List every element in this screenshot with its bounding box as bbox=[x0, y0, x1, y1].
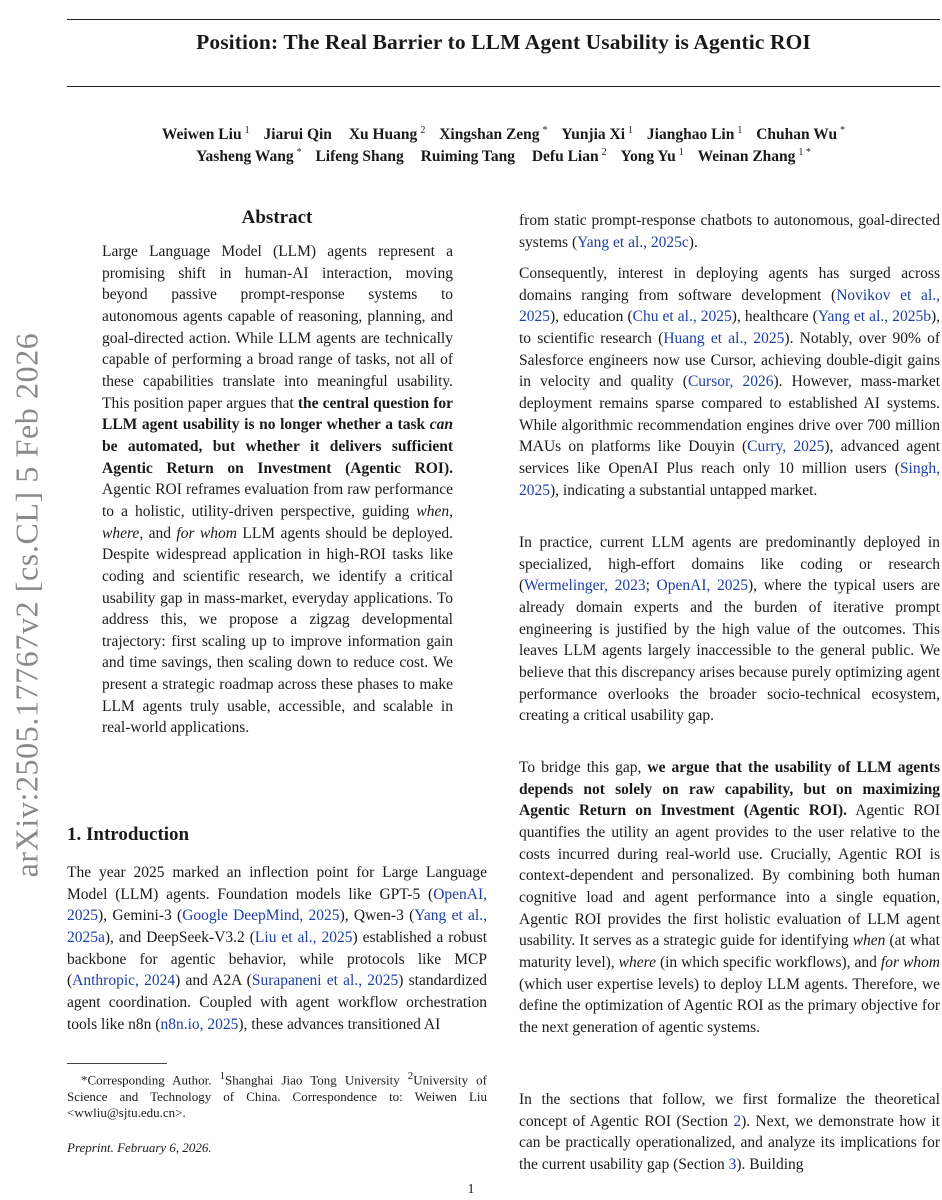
abstract-text: Large Language Model (LLM) agents represent a promising shift in human-AI interaction, moving beyond passive prompt-response systems to autonomous agents capable of reasoning, planning, and goal-directed action. While LLM agents are technically capable of performing a broad range of tasks, not all of these capabilities translate into meaningful usability. This position paper argues that the central question for LLM agent usability is no longer whether a task can be automated, but whether it delivers sufficient Agentic Return on Investment (Agentic ROI). Agentic ROI reframes evaluation from raw performance to a holistic, utility-driven perspective, guiding when, where, and for whom LLM agents should be deployed. Despite widespread application in high-ROI tasks like coding and scientific research, we identify a critical usability gap in mass-market, everyday applications. To address this, we propose a zigzag developmental trajectory: first scaling up to improve information gain and time savings, then scaling down to reduce cost. We present a strategic roadmap across these phases to make LLM agents truly usable, accessible, and scalable in real-world applications. bbox=[102, 243, 454, 737]
citation-link[interactable]: Surapaneni et al., 2025 bbox=[251, 972, 399, 990]
citation-link[interactable]: OpenAI, 2025 bbox=[67, 885, 487, 925]
paper-title: Position: The Real Barrier to LLM Agent Usability is Agentic ROI bbox=[196, 30, 811, 54]
introduction-paragraph: The year 2025 marked an inflection point for Large Language Model (LLM) agents. Foundation models like GPT-5 (OpenAI, 2025), Gemini-3 (Google DeepMind, 2025), Qwen-3 (Yang et al., 2025a), and DeepSeek-V3.2 (Liu et al., 2025) established a robust backbone for agentic behavior, while protocols like MCP (Anthropic, 2024) and A2A (Surapaneni et al., 2025) standardized agent coordination. Coupled with agent workflow orchestration tools like n8n (n8n.io, 2025), these advances transitioned AI bbox=[67, 864, 487, 1033]
author: Weinan Zhang $^{1 *}$ bbox=[697, 147, 811, 166]
author: Weiwen Liu $^1$ bbox=[161, 125, 250, 144]
citation-link[interactable]: Yang et al., 2025b bbox=[817, 308, 931, 326]
abstract-heading: Abstract bbox=[241, 207, 313, 228]
citation-link[interactable]: OpenAI, 2025 bbox=[656, 577, 748, 595]
right-paragraph-0: from static prompt-response chatbots to autonomous, goal-directed systems (Yang et al., 2025c). bbox=[519, 212, 940, 251]
citation-link[interactable]: n8n.io, 2025 bbox=[160, 1015, 239, 1033]
author: Jianghao Lin $^1$ bbox=[646, 125, 743, 144]
footnote-rule bbox=[67, 1063, 167, 1064]
author: Yasheng Wang * bbox=[196, 147, 302, 166]
author: Defu Lian $^2$ bbox=[531, 147, 607, 166]
citation-link[interactable]: Anthropic, 2024 bbox=[72, 972, 176, 990]
section-link[interactable]: 2 bbox=[733, 1112, 742, 1130]
footnote: *Corresponding Author. $^1$Shanghai Jiao Tong University $^2$University of Science and Technology of China. Correspondence to: Weiwen Liu <wwliu@sjtu.edu.cn>. bbox=[67, 1070, 487, 1121]
citation-link[interactable]: Chu et al., 2025 bbox=[632, 308, 732, 326]
right-paragraph-3: To bridge this gap, we argue that the usability of LLM agents depends not solely on raw capability, but on maximizing Agentic Return on Investment (Agentic ROI). Agentic ROI quantifies the utility an agent provides to the user relative to the costs incurred during real-world use. Crucially, Agentic ROI is context-dependent and personalized. By combining both human cognitive load and agent performance into a single equation, Agentic ROI provides the first holistic evaluation of LLM agent usability. It serves as a strategic guide for identifying when (at what maturity level), where (in which specific workflows), and for whom (which user expertise levels) to deploy LLM agents. Therefore, we define the optimization of Agentic ROI as the primary objective for the next generation of agentic systems. bbox=[519, 759, 941, 1036]
citation-link[interactable]: Curry, 2025 bbox=[747, 438, 825, 456]
section-link[interactable]: 3 bbox=[728, 1155, 737, 1173]
citation-link[interactable]: Huang et al., 2025 bbox=[663, 329, 785, 347]
author: Xu Huang $^2$ bbox=[348, 125, 426, 144]
top-rule bbox=[67, 19, 940, 20]
author: Yunjia Xi $^1$ bbox=[561, 125, 634, 144]
author: Ruiming Tang bbox=[420, 148, 515, 166]
preprint-notice: Preprint. February 6, 2026. bbox=[67, 1140, 212, 1155]
citation-link[interactable]: Singh, 2025 bbox=[519, 459, 940, 499]
right-paragraph-2: In practice, current LLM agents are predominantly deployed in specialized, high-effort domains like coding or research (Wermelinger, 2023; OpenAI, 2025), where the typical users are already domain experts and the burden of iterative prompt engineering is justified by the high value of the outcomes. This leaves LLM agents largely inaccessible to the general public. We believe that this discrepancy arises because purely optimizing agent performance overlooks the broader socio-technical ecosystem, creating a critical usability gap. bbox=[519, 534, 940, 725]
author: Xingshan Zeng * bbox=[439, 125, 548, 144]
introduction-heading: 1. Introduction bbox=[67, 824, 190, 845]
right-paragraph-1: Consequently, interest in deploying agents has surged across domains ranging from software development (Novikov et al., 2025), education (Chu et al., 2025), healthcare (Yang et al., 2025b), to scientific research (Huang et al., 2025). Notably, over 90% of Salesforce engineers now use Cursor, achieving double-digit gains in velocity and quality (Cursor, 2026). However, mass-market deployment remains sparse compared to established AI systems. While algorithmic recommendation engines drive over 700 million MAUs on platforms like Douyin (Curry, 2025), advanced agent services like OpenAI Plus reach only 10 million users (Singh, 2025), indicating a substantial untapped market. bbox=[519, 265, 941, 499]
right-paragraph-4: In the sections that follow, we first formalize the theoretical concept of Agentic ROI (Section 2). Next, we demonstrate how it can be practically operationalized, and analyze its implications for the current usability gap (Section 3). Building bbox=[519, 1091, 940, 1173]
citation-link[interactable]: Yang et al., 2025c bbox=[577, 233, 689, 251]
arxiv-identifier[interactable]: arXiv:2505.17767v2 [cs.CL] 5 Feb 2026 bbox=[8, 332, 45, 878]
citation-link[interactable]: Cursor, 2026 bbox=[687, 373, 774, 391]
title-rule bbox=[67, 86, 940, 87]
author: Lifeng Shang bbox=[315, 148, 404, 166]
author: Jiarui Qin bbox=[263, 126, 332, 144]
citation-link[interactable]: Wermelinger, 2023 bbox=[524, 577, 646, 595]
author: Yong Yu $^1$ bbox=[620, 147, 684, 166]
page-number: 1 bbox=[467, 1182, 475, 1197]
author-list-line-2 bbox=[67, 147, 940, 166]
author-list-line-1 bbox=[67, 125, 940, 144]
citation-link[interactable]: Yang et al., 2025a bbox=[67, 907, 487, 946]
author: Chuhan Wu * bbox=[756, 125, 846, 144]
citation-link[interactable]: Google DeepMind, 2025 bbox=[182, 907, 340, 925]
citation-link[interactable]: Liu et al., 2025 bbox=[254, 928, 353, 946]
citation-link[interactable]: Novikov et al., 2025 bbox=[519, 286, 940, 326]
